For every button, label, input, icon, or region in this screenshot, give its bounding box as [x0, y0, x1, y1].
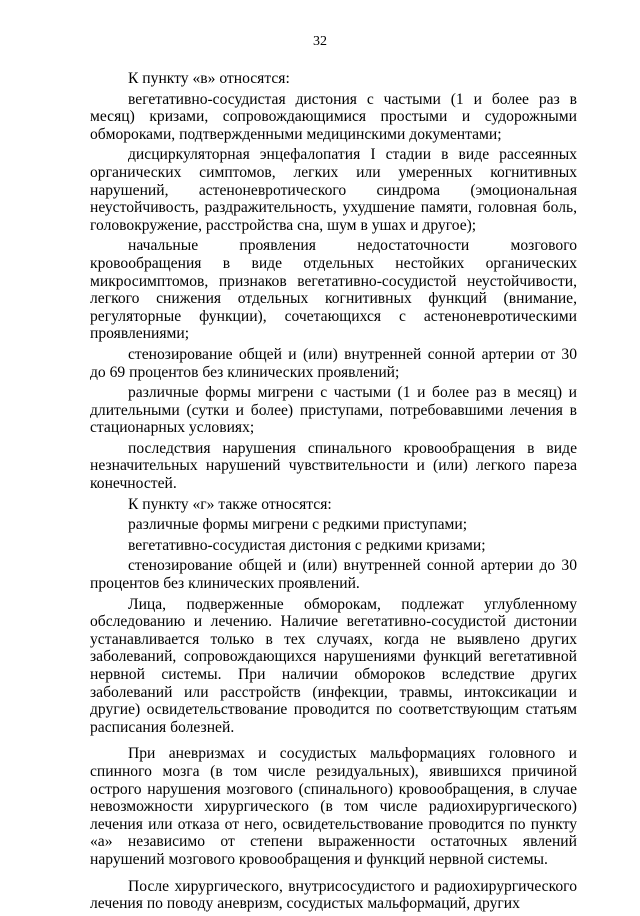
paragraph-circulation-insufficiency: начальные проявления недостаточности мозгового кровообращения в виде отдельных нестойких органических микросимптомов, признаков вегетативно-сосудистой неустойчивости, легкого снижения отдельных когнитивных функций (внимание, регуляторные функции), сочетающихся с астеноневротическими проявлениями; [90, 237, 577, 343]
paragraph-item-g-header: К пункту «г» также относятся: [128, 495, 332, 513]
paragraph-item-v-header: К пункту «в» относятся: [128, 70, 290, 87]
paragraph-migraine-rare: различные формы мигрени с редкими приступами; [128, 516, 468, 534]
paragraph-spinal-circulation: последствия нарушения спинального кровообращения в виде незначительных нарушений чувствительности и (или) легкого пареза конечностей. [90, 439, 577, 493]
paragraph-dystonia-rare: вегетативно-сосудистая дистония с редкими кризами; [128, 536, 486, 554]
paragraph-vegetative-dystonia: вегетативно-сосудистая дистония с частыми (1 и более раз в месяц) кризами, сопровождающимися простыми и судорожными обмороками, подтвержденными медицинскими документами; [90, 90, 577, 143]
paragraph-stenosis-30: стенозирование общей и (или) внутренней сонной артерии до 30 процентов без клинических проявлений. [90, 557, 577, 593]
paragraph-migraine-frequent: различные формы мигрени с частыми (1 и более раз в месяц) и длительными (сутки и более) приступами, потребовавшими лечения в стационарных условиях; [90, 384, 577, 437]
document-body [90, 70, 577, 916]
paragraph-aneurysms: При аневризмах и сосудистых мальформациях головного и спинного мозга (в том числе резидуальных), явившихся причиной острого нарушения мозгового (спинального) кровообращения, в случае невозможности хирургического (в том числе радиохирургического) лечения или отказа от него, освидетельствование проводится по пункту «а» независимо от степени выраженности остаточных явлений нарушений мозгового кровообращения и функций нервной системы. [90, 745, 577, 868]
paragraph-after-surgery: После хирургического, внутрисосудистого и радиохирургического лечения по поводу аневризм, сосудистых мальформаций, других [90, 877, 577, 913]
page-number: 32 [313, 34, 327, 49]
paragraph-stenosis-30-69: стенозирование общей и (или) внутренней сонной артерии от 30 до 69 процентов без клинических проявлений; [90, 345, 577, 381]
paragraph-encephalopathy: дисциркуляторная энцефалопатия I стадии в виде рассеянных органических симптомов, легких или умеренных когнитивных нарушений, астеноневротического синдрома (эмоциональная неустойчивость, раздражительность, ухудшение памяти, головная боль, головокружение, расстройства сна, шум в ушах и другое); [90, 146, 577, 234]
paragraph-fainting: Лица, подверженные обморокам, подлежат углубленному обследованию и лечению. Наличие вегетативно-сосудистой дистонии устанавливается только в тех случаях, когда не выявлено других заболеваний, сопровождающихся нарушениями функций вегетативной нервной системы. При наличии обмороков вследствие других заболеваний или расстройств (инфекции, травмы, интоксикации и другие) освидетельствование проводится по соответствующим статьям расписания болезней. [90, 595, 577, 736]
